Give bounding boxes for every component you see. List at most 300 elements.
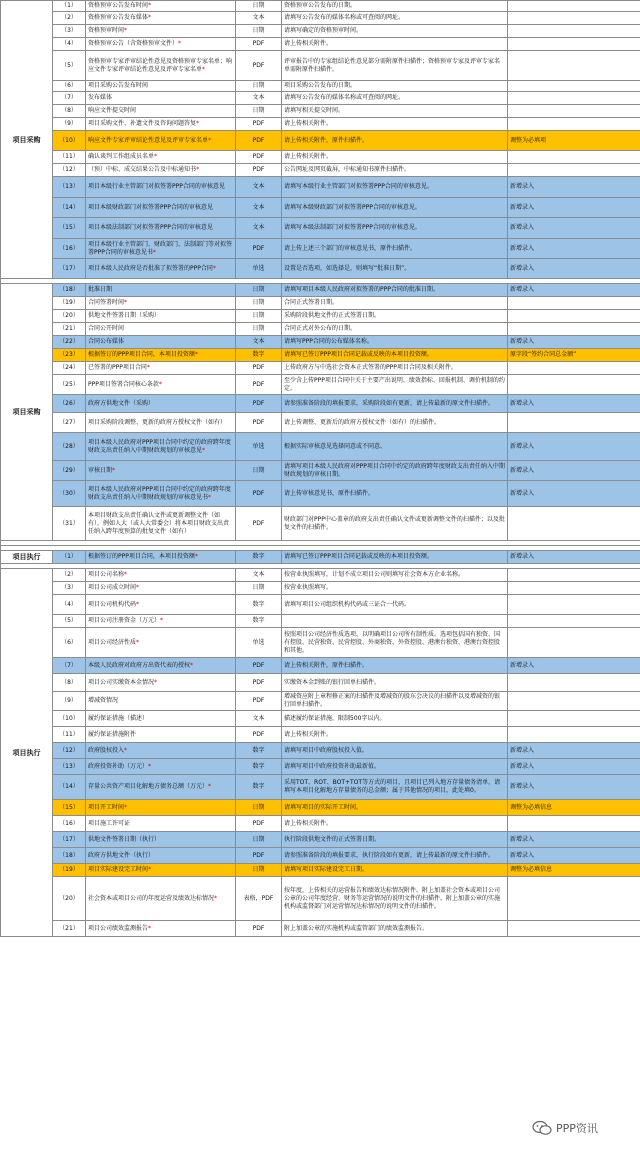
item-number xyxy=(53,921,86,937)
item-name xyxy=(86,816,236,832)
item-number-text: （27） xyxy=(59,418,79,426)
remark xyxy=(508,239,640,259)
required-mark: * xyxy=(212,264,216,272)
field-type-text: 表格，PDF xyxy=(243,894,274,902)
item-name-text: 项目实际建设完工时间 xyxy=(88,866,149,873)
fill-instruction-text: 请填写项目的实际开工时间。 xyxy=(284,803,363,811)
remark xyxy=(508,711,640,727)
field-type xyxy=(236,198,282,218)
remark xyxy=(508,816,640,832)
field-type xyxy=(236,218,282,239)
fill-instruction-text: 资格预审公告发布的日期。 xyxy=(284,2,357,9)
field-type-text: 文本 xyxy=(252,714,265,722)
item-number-text: （8） xyxy=(61,107,77,114)
required-mark: * xyxy=(194,351,198,358)
item-number-text: （30） xyxy=(59,489,79,497)
item-number xyxy=(53,284,86,297)
table-row xyxy=(1,551,640,564)
field-type-text: PDF xyxy=(252,697,265,704)
fill-instruction xyxy=(282,615,508,628)
table-row xyxy=(1,582,640,595)
item-number xyxy=(53,239,86,259)
item-number xyxy=(53,413,86,433)
fill-instruction-text: 请填写PPP合同的公布媒体名称。 xyxy=(284,338,373,345)
field-type xyxy=(236,481,282,507)
required-mark: * xyxy=(124,27,128,34)
item-name xyxy=(86,628,236,658)
table-row xyxy=(1,800,640,816)
remark xyxy=(508,551,640,564)
field-type xyxy=(236,433,282,461)
item-number-text: （24） xyxy=(59,364,79,371)
item-name xyxy=(86,727,236,743)
item-number-text: （31） xyxy=(59,519,79,527)
item-name-text: 社会资本或项目公司的年度运营及绩效达标情况 xyxy=(88,894,215,902)
fill-instruction xyxy=(282,239,508,259)
table-row xyxy=(1,131,640,151)
table-row xyxy=(1,921,640,937)
table-row xyxy=(1,658,640,674)
remark-text: 新增录入 xyxy=(510,489,535,497)
field-type-text: 单选 xyxy=(252,264,265,272)
field-type xyxy=(236,775,282,800)
fill-instruction-text: 评审报告中的专家组结论性意见部分需附原件扫描件；资格预审专家及评审专家名单需附原件扫描件。 xyxy=(284,57,501,73)
item-name-text: 发布媒体 xyxy=(88,94,113,101)
field-type xyxy=(236,615,282,628)
item-number xyxy=(53,848,86,864)
field-type xyxy=(236,832,282,848)
item-number xyxy=(53,759,86,775)
item-number xyxy=(53,832,86,848)
remark xyxy=(508,151,640,164)
field-type-text: 文本 xyxy=(252,224,265,231)
required-mark: * xyxy=(148,866,152,873)
remark xyxy=(508,674,640,692)
item-name-text: 资格预审专家评审结论性意见及资格预审专家名单；响应文件专家评审结论性意见及评审专家名单 xyxy=(88,57,233,73)
field-type-text: 单选 xyxy=(252,442,265,450)
item-name-text: 项目公司成立时间 xyxy=(88,584,137,591)
fill-instruction xyxy=(282,727,508,743)
field-type-text: PDF xyxy=(252,661,265,669)
item-name-text: 政府方供地文件（采购） xyxy=(88,399,155,407)
table-row xyxy=(1,362,640,375)
remark-text: 调整为必填信息 xyxy=(510,866,553,873)
field-type xyxy=(236,816,282,832)
item-number-text: （11） xyxy=(59,730,79,738)
field-type-text: 日期 xyxy=(252,82,265,89)
remark xyxy=(508,595,640,615)
field-type-text: 文本 xyxy=(252,571,265,578)
item-number-text: （9） xyxy=(61,120,77,127)
item-number xyxy=(53,12,86,25)
item-name-text: 项目本级行业主管部门对拟签署PPP合同的审核意见 xyxy=(88,183,225,190)
fill-instruction-text: 请填写公告发布的媒体名称或可查阅的网址。 xyxy=(284,94,405,101)
table-row xyxy=(1,81,640,92)
item-number-text: （5） xyxy=(61,617,77,624)
fill-instruction xyxy=(282,25,508,38)
field-type xyxy=(236,131,282,151)
remark-text: 新增录入 xyxy=(510,244,535,252)
remark xyxy=(508,118,640,131)
item-name-text: 履约保证措施附件 xyxy=(88,730,137,738)
fill-instruction xyxy=(282,297,508,310)
item-name-text: 项目本级财政部门对拟签署PPP合同的审核意见 xyxy=(88,203,213,211)
item-name-text: 政府方供地文件（执行） xyxy=(88,851,155,859)
item-name-text: 项目公司实缴资本金情况 xyxy=(88,678,155,686)
item-number-text: （4） xyxy=(61,600,77,608)
item-number xyxy=(53,118,86,131)
item-number-text: （21） xyxy=(59,325,79,332)
field-type xyxy=(236,877,282,921)
fill-instruction-text: 请上传相关附件。 xyxy=(284,730,333,738)
fill-instruction xyxy=(282,413,508,433)
item-name-text: 项目公司名称 xyxy=(88,571,125,578)
table-row xyxy=(1,743,640,759)
field-type-text: PDF xyxy=(252,924,265,932)
field-type-text: 日期 xyxy=(252,803,265,811)
fill-instruction-text: 请填写公告发布的媒体名称或可查阅的网址。 xyxy=(284,14,405,21)
fill-instruction xyxy=(282,877,508,921)
item-number xyxy=(53,349,86,362)
item-name xyxy=(86,832,236,848)
required-mark: * xyxy=(196,120,200,127)
item-number-text: （18） xyxy=(59,851,79,859)
fill-instruction-text: 请上传相关附件，原件扫描件。 xyxy=(284,661,369,669)
field-type-text: PDF xyxy=(252,519,265,527)
required-mark: * xyxy=(208,493,212,501)
item-name xyxy=(86,362,236,375)
table-row xyxy=(1,864,640,877)
remark-text: 新增录入 xyxy=(510,746,535,754)
item-number xyxy=(53,336,86,349)
table-row xyxy=(1,759,640,775)
remark-text: 新增录入 xyxy=(510,203,535,211)
item-name-text: 项目本级人民政府是否批准了拟签署的PPP合同 xyxy=(88,264,213,272)
field-type xyxy=(236,38,282,51)
field-type-text: 日期 xyxy=(252,866,265,873)
fill-instruction-text: 请填写本级行业主管部门对拟签署PPP合同的审核意见。 xyxy=(284,183,433,190)
table-row xyxy=(1,375,640,395)
fill-instruction xyxy=(282,1,508,12)
watermark xyxy=(532,1118,636,1138)
item-name xyxy=(86,461,236,481)
item-number-text: （15） xyxy=(59,224,79,231)
remark xyxy=(508,336,640,349)
field-type xyxy=(236,507,282,541)
table-row xyxy=(1,51,640,81)
item-number-text: （16） xyxy=(59,244,79,252)
field-type-text: 日期 xyxy=(252,312,265,319)
item-number-text: （7） xyxy=(61,661,77,669)
fill-instruction xyxy=(282,481,508,507)
field-type-text: 文本 xyxy=(252,203,265,211)
fill-instruction-text: 请填写已签订PPP项目合同记载或反映的本项目投资额。 xyxy=(284,351,433,358)
required-mark: * xyxy=(148,14,152,21)
item-number xyxy=(53,461,86,481)
item-name-text: 合同签署时间 xyxy=(88,299,125,306)
item-name-text: 资格预审时间 xyxy=(88,27,125,34)
field-type xyxy=(236,395,282,413)
remark xyxy=(508,413,640,433)
item-number-text: （19） xyxy=(59,299,79,306)
item-number xyxy=(53,551,86,564)
fill-instruction xyxy=(282,323,508,336)
table-row xyxy=(1,92,640,105)
item-number-text: （3） xyxy=(61,584,77,591)
fill-instruction-text: 设置是否选项，如选择是，则填写“批准日期”。 xyxy=(284,264,411,272)
field-type-text: 数字 xyxy=(252,762,265,770)
table-row xyxy=(1,711,640,727)
fill-instruction-text: 财政部门对PPP中心盖章的政府支出责任确认文件或更新调整文件的扫描件；以及批复文件的扫描件。 xyxy=(284,515,505,531)
fill-instruction-text: 附上加盖公章的实施机构或监管部门的绩效监测报告。 xyxy=(284,924,429,932)
fill-instruction xyxy=(282,433,508,461)
remark-text: 新增录入 xyxy=(510,338,535,345)
fill-instruction xyxy=(282,395,508,413)
table-row xyxy=(1,336,640,349)
field-type-text: 日期 xyxy=(252,27,265,34)
remark xyxy=(508,105,640,118)
fill-instruction-text: 至少含上传PPP项目合同中关于主要产出说明、绩效指标、回报机制、调价机制的约定。 xyxy=(284,376,505,392)
fill-instruction-text: 请填写项目本级人民政府对PPP项目合同中约定的政府跨年度财政支出责任纳入中期财政规划的审核日期。 xyxy=(284,462,505,478)
item-name xyxy=(86,177,236,198)
remark xyxy=(508,481,640,507)
fill-instruction xyxy=(282,105,508,118)
item-name-text: 供地文件签署日期（执行） xyxy=(88,835,161,843)
field-type xyxy=(236,658,282,674)
field-type xyxy=(236,413,282,433)
item-number xyxy=(53,507,86,541)
field-type xyxy=(236,323,282,336)
table-row xyxy=(1,615,640,628)
fill-instruction-text: 上传政府方与中选社会资本正式签署的PPP项目合同及相关附件。 xyxy=(284,364,457,371)
field-type-text: 日期 xyxy=(252,325,265,332)
fill-instruction-text: 增减资应附上章程修正案的扫描件及增减资的股东会决议的扫描件以及增减资的银行回单扫描件。 xyxy=(284,693,501,708)
item-number xyxy=(53,800,86,816)
item-name xyxy=(86,775,236,800)
field-type-text: PDF xyxy=(252,166,265,173)
item-name xyxy=(86,507,236,541)
field-type xyxy=(236,848,282,864)
required-mark: * xyxy=(196,166,200,173)
fill-instruction-text: 请上传相关附件。 xyxy=(284,819,333,827)
field-type-text: PDF xyxy=(252,153,265,160)
item-name xyxy=(86,164,236,177)
required-mark: * xyxy=(154,678,158,686)
item-name xyxy=(86,595,236,615)
fill-instruction-text: 实缴资本金到账的银行回单扫描件。 xyxy=(284,678,381,686)
field-type-text: 数字 xyxy=(252,600,265,608)
item-name xyxy=(86,151,236,164)
field-type-text: 数字 xyxy=(252,783,265,790)
table-row xyxy=(1,239,640,259)
table-row xyxy=(1,297,640,310)
table-row xyxy=(1,595,640,615)
table-row xyxy=(1,38,640,51)
table-row xyxy=(1,461,640,481)
fill-instruction-text: 请填写本级财政部门对拟签署PPP合同的审核意见。 xyxy=(284,203,421,211)
fill-instruction-text: 合同正式签署日期。 xyxy=(284,299,339,306)
fill-instruction xyxy=(282,362,508,375)
field-type xyxy=(236,674,282,692)
fill-instruction xyxy=(282,921,508,937)
table-row xyxy=(1,284,640,297)
item-number xyxy=(53,658,86,674)
item-number xyxy=(53,297,86,310)
item-name xyxy=(86,259,236,279)
item-name xyxy=(86,310,236,323)
fill-instruction xyxy=(282,743,508,759)
item-name xyxy=(86,118,236,131)
item-name-text: 确认谈判工作组成员名单 xyxy=(88,153,155,160)
fill-instruction xyxy=(282,595,508,615)
field-type-text: 文本 xyxy=(252,183,265,190)
item-name-text: 根据签订的PPP项目合同，本项目投资额 xyxy=(88,553,195,560)
table-row xyxy=(1,775,640,800)
remark xyxy=(508,628,640,658)
field-type xyxy=(236,628,282,658)
item-name-text: 资格预审公告发布时间 xyxy=(88,2,149,9)
remark-text: 调整为必填项 xyxy=(510,136,547,144)
remark xyxy=(508,81,640,92)
required-mark: * xyxy=(202,446,206,454)
item-number-text: （26） xyxy=(59,399,79,407)
item-name xyxy=(86,615,236,628)
remark xyxy=(508,692,640,711)
item-name xyxy=(86,12,236,25)
item-number xyxy=(53,177,86,198)
remark-text: 调整为必填信息 xyxy=(510,803,553,811)
item-name xyxy=(86,51,236,81)
item-name xyxy=(86,375,236,395)
item-name-text: （预）中标、成交结果公告及中标通知书 xyxy=(88,166,197,173)
field-type-text: PDF xyxy=(252,489,265,497)
table-row xyxy=(1,164,640,177)
remark-text: 新增录入 xyxy=(510,783,535,790)
item-name xyxy=(86,921,236,937)
required-mark: * xyxy=(124,746,128,754)
field-type-text: PDF xyxy=(252,61,265,69)
item-number xyxy=(53,692,86,711)
fill-instruction xyxy=(282,832,508,848)
fill-instruction xyxy=(282,81,508,92)
field-type xyxy=(236,692,282,711)
field-type-text: 日期 xyxy=(252,299,265,306)
fill-instruction-text: 请填写项目实际建设完工日期。 xyxy=(284,866,369,873)
field-type xyxy=(236,759,282,775)
item-name-text: 项目施工许可证 xyxy=(88,819,131,827)
item-name xyxy=(86,105,236,118)
field-type xyxy=(236,461,282,481)
fill-instruction xyxy=(282,775,508,800)
item-name xyxy=(86,1,236,12)
item-name xyxy=(86,297,236,310)
item-number xyxy=(53,615,86,628)
fill-instruction xyxy=(282,310,508,323)
table-row xyxy=(1,832,640,848)
item-name-text: 资格预审公告发布媒体 xyxy=(88,14,149,21)
required-mark: * xyxy=(190,661,194,669)
item-number-text: （12） xyxy=(59,746,79,754)
item-name xyxy=(86,239,236,259)
item-number-text: （17） xyxy=(59,264,79,272)
remark xyxy=(508,615,640,628)
item-name-text: 项目本级行业主管部门、财政部门、法制部门等对拟签署PPP合同的审核意见书 xyxy=(88,240,233,256)
field-type-text: 文本 xyxy=(252,94,265,101)
remark xyxy=(508,832,640,848)
remark xyxy=(508,800,640,816)
item-name xyxy=(86,759,236,775)
item-name xyxy=(86,864,236,877)
required-mark: * xyxy=(136,600,140,608)
fill-instruction-text: 请参照准备阶段的填报要求，执行阶段如有更新，请上传最新的原文件扫描件。 xyxy=(284,851,495,859)
item-name-text: 本项目财政支出责任确认文件或更新调整文件（如有），例如人大（或人大常委会）将本项目财政支出责任纳入跨年度预算的批复文件（如有） xyxy=(88,511,230,535)
field-type-text: PDF xyxy=(252,399,265,407)
remark xyxy=(508,51,640,81)
field-type xyxy=(236,743,282,759)
item-name-text: 项目本级人民政府对PPP项目合同中约定的政府跨年度财政支出责任纳入中期财政规划的审核意见书 xyxy=(88,485,231,501)
item-number-text: （6） xyxy=(61,82,77,89)
item-number xyxy=(53,164,86,177)
fill-instruction xyxy=(282,674,508,692)
fill-instruction-text: 请上传相关附件。 xyxy=(284,153,333,160)
field-type-text: PDF xyxy=(252,40,265,47)
fill-instruction xyxy=(282,336,508,349)
field-type xyxy=(236,375,282,395)
remark-text: 新增录入 xyxy=(510,835,535,843)
fill-instruction-text: 请填写项目本级人民政府对拟签署的PPP合同的批准日期。 xyxy=(284,286,439,293)
field-type-text: PDF xyxy=(252,244,265,252)
item-name xyxy=(86,711,236,727)
remark xyxy=(508,362,640,375)
table-row xyxy=(1,25,640,38)
item-number-text: （20） xyxy=(59,894,79,902)
item-name xyxy=(86,692,236,711)
item-name xyxy=(86,81,236,92)
fill-instruction-text: 项目采购公告发布的日期。 xyxy=(284,82,357,89)
item-number xyxy=(53,1,86,12)
item-number xyxy=(53,395,86,413)
field-type xyxy=(236,118,282,131)
field-type xyxy=(236,349,282,362)
fill-instruction xyxy=(282,711,508,727)
required-mark: * xyxy=(148,2,152,9)
item-number-text: （29） xyxy=(59,466,79,474)
field-type xyxy=(236,864,282,877)
field-type xyxy=(236,551,282,564)
item-name-text: 响应文件提交时间 xyxy=(88,107,137,114)
remark xyxy=(508,507,640,541)
field-type-text: 日期 xyxy=(252,835,265,843)
table-row xyxy=(1,692,640,711)
field-type xyxy=(236,362,282,375)
item-number-text: （21） xyxy=(59,924,79,932)
item-number-text: （28） xyxy=(59,442,79,450)
required-mark: * xyxy=(178,40,182,47)
item-name xyxy=(86,413,236,433)
item-number-text: （2） xyxy=(61,571,77,578)
item-name-text: 项目本级人民政府对PPP项目合同中约定的政府跨年度财政支出责任纳入中期财政规划的审核意见 xyxy=(88,438,231,454)
required-mark: * xyxy=(146,364,150,371)
item-number-text: （11） xyxy=(59,153,79,160)
remark xyxy=(508,310,640,323)
fill-instruction-text: 请填写项目公司组织机构代码或三证合一代码。 xyxy=(284,600,411,608)
item-name-text: 项目采购阶段调整、更新的政府方授权文件（如有） xyxy=(88,418,227,426)
remark xyxy=(508,375,640,395)
item-name xyxy=(86,582,236,595)
fill-instruction xyxy=(282,800,508,816)
fill-instruction-text: 请参照准备阶段的填报要求，采购阶段如有更新，请上传最新的原文件扫描件。 xyxy=(284,399,495,407)
table-row xyxy=(1,105,640,118)
